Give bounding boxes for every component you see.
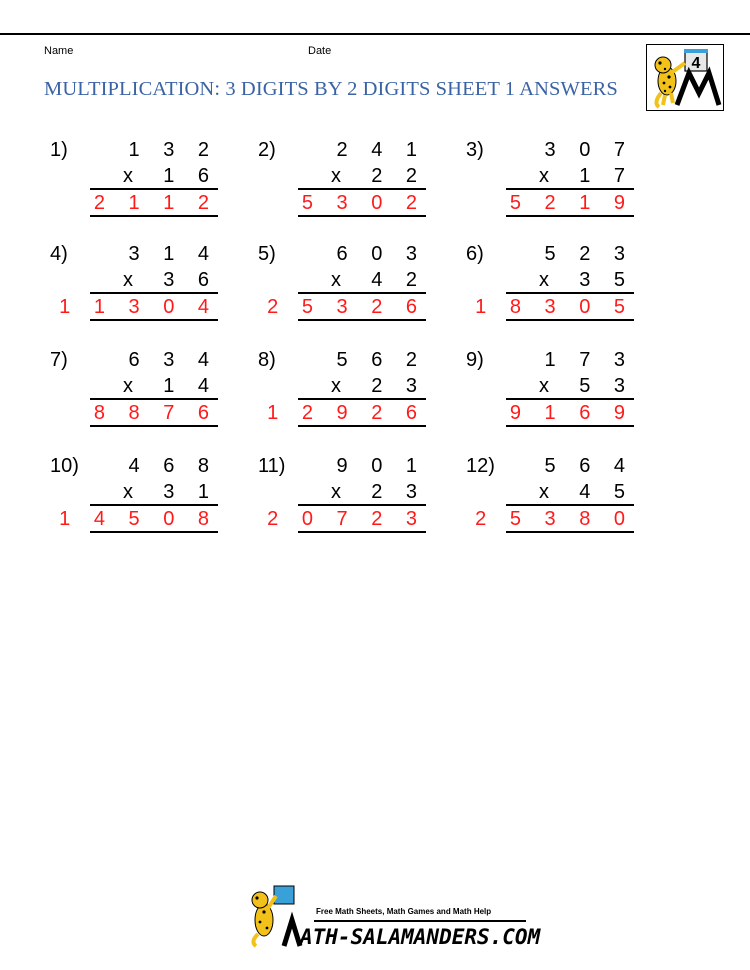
problem-6: [466, 243, 634, 333]
multiplier: 1 4: [163, 375, 218, 397]
problem-8: [258, 349, 426, 439]
multiplicand: 3 0 7: [544, 139, 634, 161]
multiplicand: 2 4 1: [336, 139, 426, 161]
times-sign: x: [123, 481, 133, 503]
multiplicand: 1 7 3: [544, 349, 634, 371]
footer-rule: [314, 920, 526, 922]
page-title: MULTIPLICATION: 3 DIGITS BY 2 DIGITS SHEET 1 ANSWERS: [44, 78, 618, 100]
problem-number: 1): [50, 139, 68, 161]
name-label: Name: [44, 45, 74, 57]
product-rule: [90, 188, 218, 190]
footer-salamander-logo: [244, 880, 306, 950]
multiplier: 3 5: [579, 269, 634, 291]
times-sign: x: [539, 481, 549, 503]
multiplier: 3 6: [163, 269, 218, 291]
multiplier: 4 5: [579, 481, 634, 503]
product-rule: [298, 188, 426, 190]
logo-badge: 4: [691, 55, 701, 72]
times-sign: x: [331, 481, 341, 503]
answer: 9 1 6 9: [509, 402, 634, 424]
answer: 5 3 0 2: [301, 192, 426, 214]
product-rule: [506, 292, 634, 294]
salamander-icon: [244, 880, 306, 950]
product-rule: [506, 504, 634, 506]
multiplier: 1 6: [163, 165, 218, 187]
product-rule: [506, 188, 634, 190]
problem-7: [50, 349, 218, 439]
answer-rule: [90, 215, 218, 217]
answer: 5 2 1 9: [509, 192, 634, 214]
answer-rule: [298, 531, 426, 533]
problem-9: [466, 349, 634, 439]
date-label: Date: [308, 45, 332, 57]
times-sign: x: [539, 269, 549, 291]
multiplicand: 1 3 2: [128, 139, 218, 161]
problem-number: 12): [466, 455, 495, 477]
times-sign: x: [539, 375, 549, 397]
answer: 1 4 5 0 8: [59, 508, 218, 530]
multiplicand: 5 2 3: [544, 243, 634, 265]
product-rule: [298, 504, 426, 506]
times-sign: x: [331, 165, 341, 187]
problem-number: 8): [258, 349, 276, 371]
multiplier: 3 1: [163, 481, 218, 503]
answer-rule: [506, 215, 634, 217]
product-rule: [90, 504, 218, 506]
product-rule: [506, 398, 634, 400]
multiplier: 5 3: [579, 375, 634, 397]
problem-number: 2): [258, 139, 276, 161]
problem-number: 9): [466, 349, 484, 371]
product-rule: [298, 398, 426, 400]
problem-number: 5): [258, 243, 276, 265]
problem-number: 11): [258, 455, 286, 477]
multiplicand: 6 0 3: [336, 243, 426, 265]
multiplicand: 9 0 1: [336, 455, 426, 477]
multiplier: 2 3: [371, 375, 426, 397]
footer-tagline: Free Math Sheets, Math Games and Math Help: [316, 907, 492, 916]
problem-2: [258, 139, 426, 229]
answer: 1 8 3 0 5: [475, 296, 634, 318]
problem-10: [50, 455, 218, 545]
times-sign: x: [331, 375, 341, 397]
times-sign: x: [539, 165, 549, 187]
answer-rule: [90, 425, 218, 427]
times-sign: x: [123, 375, 133, 397]
multiplier: 2 2: [371, 165, 426, 187]
problem-4: [50, 243, 218, 333]
footer-brand[interactable]: ATH-SALAMANDERS.COM: [300, 925, 541, 949]
problem-number: 6): [466, 243, 484, 265]
problem-1: [50, 139, 218, 229]
answer: 2 1 1 2: [93, 192, 218, 214]
product-rule: [90, 398, 218, 400]
answer-rule: [298, 425, 426, 427]
times-sign: x: [123, 269, 133, 291]
answer: 1 2 9 2 6: [267, 402, 426, 424]
times-sign: x: [331, 269, 341, 291]
problem-number: 10): [50, 455, 79, 477]
problem-11: [258, 455, 426, 545]
answer-rule: [298, 319, 426, 321]
problem-5: [258, 243, 426, 333]
problem-number: 7): [50, 349, 68, 371]
answer-rule: [506, 425, 634, 427]
answer: 8 8 7 6: [93, 402, 218, 424]
multiplier: 2 3: [371, 481, 426, 503]
multiplicand: 5 6 4: [544, 455, 634, 477]
multiplicand: 4 6 8: [128, 455, 218, 477]
answer-rule: [506, 531, 634, 533]
product-rule: [298, 292, 426, 294]
problem-number: 3): [466, 139, 484, 161]
answer-rule: [90, 319, 218, 321]
answer: 2 0 7 2 3: [267, 508, 426, 530]
multiplicand: 6 3 4: [128, 349, 218, 371]
answer: 2 5 3 2 6: [267, 296, 426, 318]
multiplicand: 5 6 2: [336, 349, 426, 371]
multiplier: 1 7: [579, 165, 634, 187]
answer-rule: [506, 319, 634, 321]
answer: 1 1 3 0 4: [59, 296, 218, 318]
times-sign: x: [123, 165, 133, 187]
problem-12: [466, 455, 634, 545]
problem-number: 4): [50, 243, 68, 265]
answer-rule: [90, 531, 218, 533]
answer-rule: [298, 215, 426, 217]
product-rule: [90, 292, 218, 294]
multiplier: 4 2: [371, 269, 426, 291]
answer: 2 5 3 8 0: [475, 508, 634, 530]
multiplicand: 3 1 4: [128, 243, 218, 265]
problem-3: [466, 139, 634, 229]
